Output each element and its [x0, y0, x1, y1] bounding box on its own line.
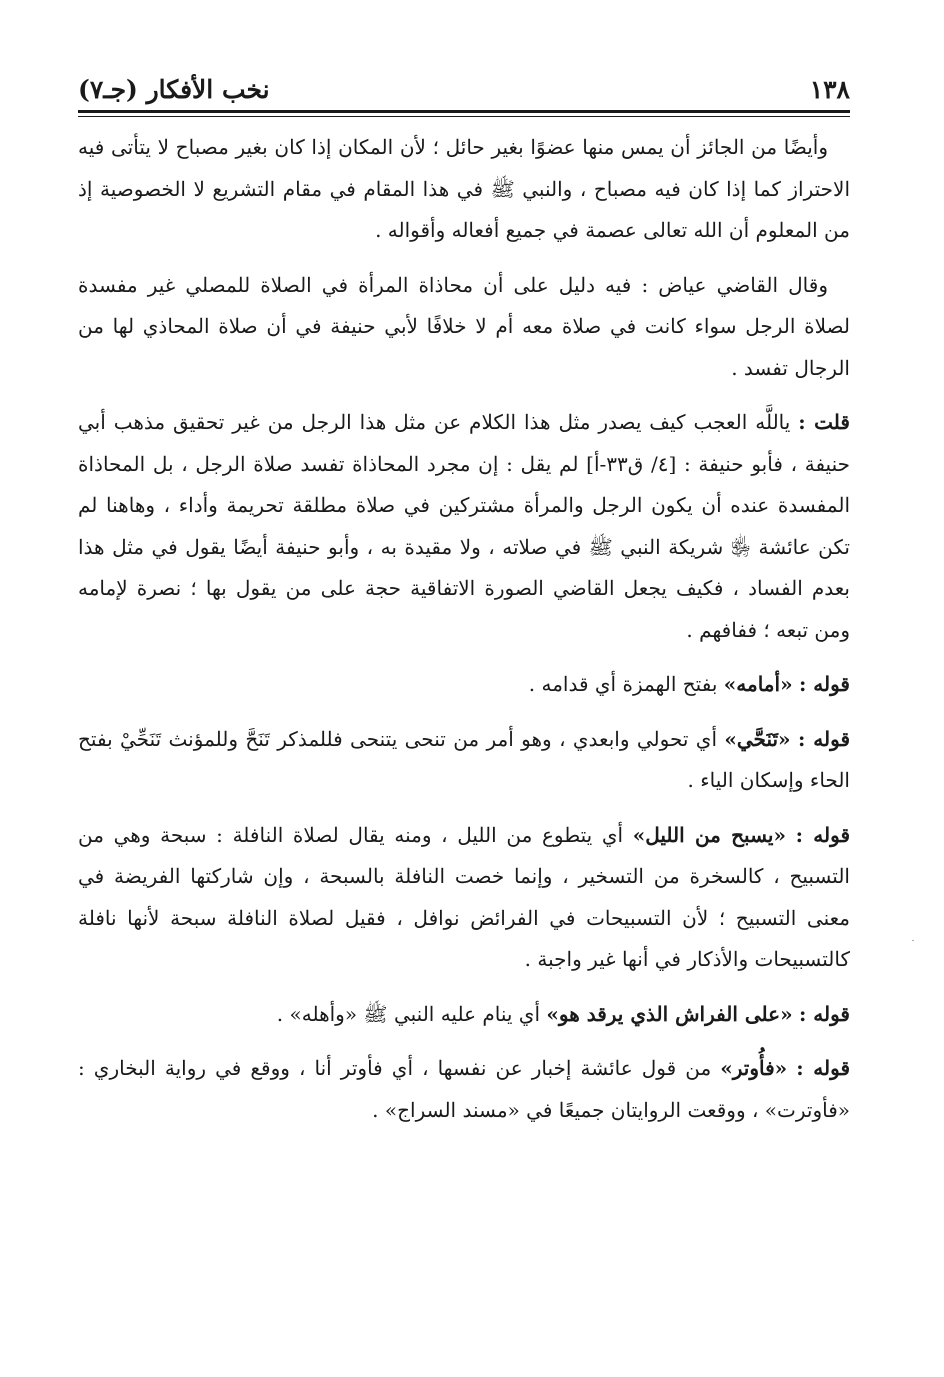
quoted-phrase: «أمامه»	[723, 672, 793, 696]
paragraph	[78, 127, 850, 252]
paragraph	[78, 664, 850, 706]
quoted-phrase: «على الفراش الذي يرقد هو»	[546, 1001, 793, 1026]
quoted-phrase: «تَنَحَّي»	[724, 726, 791, 751]
paragraph-text: وأيضًا من الجائز أن يمس منها عضوًا بغير حائل ؛ لأن المكان إذا كان بغير مصباح لا يتأتى فيه الاحتراز كما إذا كان فيه مصباح ، والنبي ﷺ في هذا المقام في مقام التشريع لا الخصوصية إذ من المعلوم أن الله تعالى عصمة في جميع أفعاله وأقواله .	[78, 135, 850, 242]
paragraph-text: أي يتطوع من الليل ، ومنه يقال لصلاة النافلة : سبحة وهي من التسبيح ، كالسخرة من التسخير ، وإنما خصت النافلة بالسبحة ، وإن شاركتها الفريضة في معنى التسبيح ؛ لأن التسبيحات في الفرائض نوافل ، فقيل لصلاة النافلة سبحة لأنها نافلة كالتسبيحات والأذكار في أنها غير واجبة .	[78, 822, 850, 971]
quoted-phrase: «فأُوتر»	[720, 1056, 788, 1080]
paragraph-lead: قوله :	[798, 1001, 850, 1026]
quoted-phrase: «يسبح من الليل»	[632, 822, 786, 847]
paragraph-lead: قوله :	[797, 726, 851, 751]
paragraph	[78, 1048, 850, 1131]
paragraph	[78, 265, 850, 390]
paragraph-text: أي ينام عليه النبي ﷺ «وأهله» .	[276, 1001, 541, 1026]
paragraph	[78, 815, 850, 981]
book-page	[78, 64, 850, 1324]
page-number: ١٣٨	[809, 75, 850, 104]
paragraph-text: وقال القاضي عياض : فيه دليل على أن محاذاة المرأة في الصلاة للمصلي غير مفسدة لصلاة الرجل سواء كانت في صلاة معه أم لا خلافًا لأبي حنيفة في أن صلاة المحاذي لها من الرجال تفسد .	[78, 272, 850, 380]
paragraph-text: ياللَّه العجب كيف يصدر مثل هذا الكلام عن مثل هذا الرجل من غير تحقيق مذهب أبي حنيفة ، فأبو حنيفة : [٤/ ق٣٣-أ] لم يقل : إن مجرد المحاذاة تفسد صلاة الرجل ، بل المحاذاة المفسدة عنده أن يكون الرجل والمرأة مشتركين في صلاة مطلقة تحريمة وأداء ، وهاهنا لم تكن عائشة ﵂ شريكة النبي ﷺ في صلاته ، ولا مقيدة به ، وأبو حنيفة أيضًا يقول في مثل هذا بعدم الفساد ، فكيف يجعل القاضي الصورة الاتفاقية حجة على من يقول بها ؛ نصرة لإمامه ومن تبعه ؛ ففافهم .	[78, 410, 850, 642]
page-body	[78, 127, 850, 1131]
paragraph-text: من قول عائشة إخبار عن نفسها ، أي فأوتر أنا ، ووقع في رواية البخاري : «فأوترت» ، ووقعت الروايتان جميعًا في «مسند السراج» .	[78, 1056, 850, 1122]
header-rule-thin	[78, 116, 850, 117]
scan-mark	[912, 940, 914, 941]
paragraph	[78, 719, 850, 802]
header-rule-thick	[78, 110, 850, 113]
paragraph-text: أي تحولي وابعدي ، وهو أمر من تنحى يتنحى فللمذكر تَنَحَّ وللمؤنث تَنَحِّيْ بفتح الحاء وإسكان الياء .	[78, 726, 850, 792]
paragraph-lead: قوله :	[798, 672, 850, 696]
paragraph-lead: قوله :	[796, 1056, 850, 1080]
paragraph	[78, 402, 850, 651]
paragraph-lead: قوله :	[795, 822, 851, 847]
paragraph-lead: قلت :	[798, 410, 850, 434]
book-title: نخب الأفكار (جـ٧)	[78, 75, 270, 104]
paragraph-text: بفتح الهمزة أي قدامه .	[528, 672, 718, 696]
page-header	[78, 64, 850, 110]
paragraph	[78, 994, 850, 1036]
